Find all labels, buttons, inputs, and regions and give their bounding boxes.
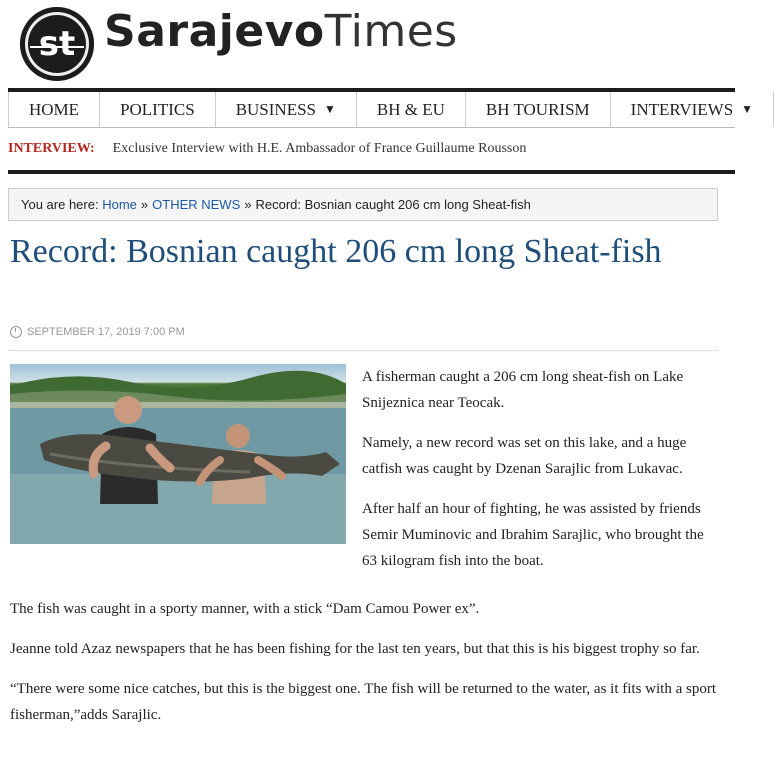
site-name[interactable] <box>104 6 458 57</box>
article-paragraph: After half an hour of fighting, he was assisted by friends Semir Muminovic and Ibrahim Sarajlic, who brought the 63 kilogram fish into the boat. <box>362 501 704 569</box>
nav-item-home[interactable] <box>8 92 100 127</box>
nav-item-bh-tourism[interactable] <box>466 92 611 127</box>
breadcrumb <box>8 188 718 221</box>
main-nav <box>8 88 754 128</box>
breadcrumb-current: Record: Bosnian caught 206 cm long Sheat-fish <box>255 197 531 212</box>
news-ticker <box>8 128 735 174</box>
article-meta <box>10 326 185 338</box>
nav-item-label: POLITICS <box>120 99 195 119</box>
article-paragraph: “There were some nice catches, but this is the biggest one. The fish will be returned to the water, as it fits with a sport fisherman,”adds Sarajlic. <box>10 681 717 723</box>
site-name-bold: Sarajevo <box>104 6 325 57</box>
article-date: SEPTEMBER 17, 2019 7:00 PM <box>27 326 185 338</box>
site-name-light: Times <box>324 6 458 57</box>
article-title: Record: Bosnian caught 206 cm long Sheat-fish <box>10 233 662 270</box>
nav-item-bh-eu[interactable] <box>357 92 466 127</box>
caret-down-icon: ▼ <box>741 102 754 116</box>
logo-mark-text: st <box>38 24 76 64</box>
breadcrumb-prefix: You are here: <box>21 197 99 212</box>
article-paragraph: The fish was caught in a sporty manner, with a stick “Dam Camou Power ex”. <box>10 601 480 617</box>
nav-item-label: INTERVIEWS <box>630 99 734 119</box>
ticker-headline-link[interactable]: Exclusive Interview with H.E. Ambassador of France Guillaume Rousson <box>112 141 527 156</box>
nav-item-label: HOME <box>29 99 80 119</box>
article-side-text <box>362 364 718 588</box>
breadcrumb-separator: » <box>140 197 149 212</box>
breadcrumb-separator: » <box>244 197 252 212</box>
article-paragraph: Jeanne told Azaz newspapers that he has been fishing for the last ten years, but that this is his biggest trophy so far. <box>10 641 700 657</box>
divider <box>8 350 718 351</box>
article-photo <box>10 364 346 544</box>
article-paragraph: Namely, a new record was set on this lake, and a huge catfish was caught by Dzenan Sarajlic from Lukavac. <box>362 435 687 477</box>
article-body <box>10 596 722 742</box>
nav-item-label: BH TOURISM <box>485 99 590 119</box>
nav-item-label: BUSINESS <box>235 99 316 119</box>
caret-down-icon: ▼ <box>324 102 336 116</box>
nav-item-politics[interactable] <box>100 92 216 127</box>
article-paragraph: A fisherman caught a 206 cm long sheat-fish on Lake Snijeznica near Teocak. <box>362 369 684 411</box>
breadcrumb-category-link[interactable]: OTHER NEWS <box>152 197 241 212</box>
nav-item-interviews[interactable] <box>611 92 774 127</box>
clock-icon <box>10 326 22 338</box>
ticker-label: INTERVIEW: <box>8 141 95 156</box>
breadcrumb-home-link[interactable]: Home <box>102 197 137 212</box>
nav-item-label: BH & EU <box>376 99 445 119</box>
nav-item-business[interactable] <box>216 92 357 127</box>
site-logo-icon[interactable] <box>20 7 94 81</box>
site-header <box>0 0 735 88</box>
